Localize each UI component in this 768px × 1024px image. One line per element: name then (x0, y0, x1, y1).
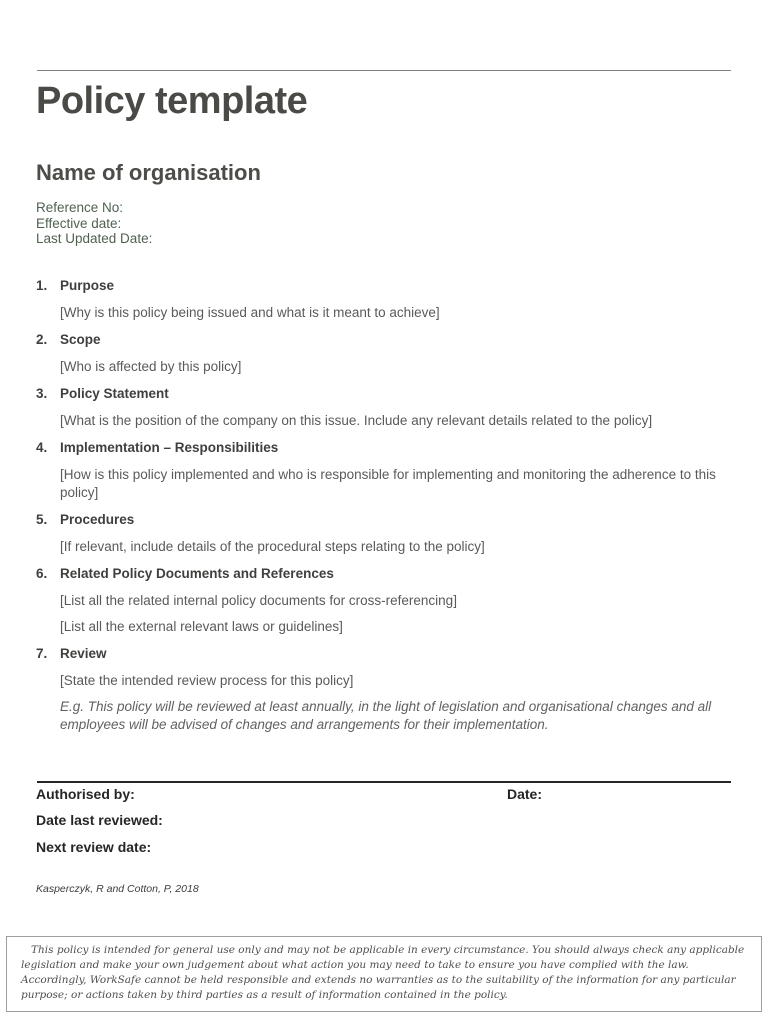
next-review-date-row (36, 839, 151, 855)
section-body (36, 358, 728, 376)
section-title: Policy Statement (60, 386, 169, 401)
section-heading-purpose (36, 278, 728, 294)
organisation-heading: Name of organisation (36, 160, 261, 185)
section-number: 5. (36, 512, 48, 527)
section-body (36, 412, 728, 430)
meta-block (36, 200, 152, 247)
section-body (36, 304, 728, 322)
section-body (36, 672, 728, 734)
date-label: Date: (507, 786, 543, 802)
section-paragraph: [List all the related internal policy documents for cross-referencing] (60, 593, 457, 608)
section-number: 4. (36, 440, 48, 455)
disclaimer-text: This policy is intended for general use only and may not be applicable in every circumstance. You should always check any applicable legislation and make your own judgement about what action you may need to take to ensure you have complied with the law. Accordingly, WorkSafe cannot be held responsible and extends no warranties as to the suitability of the information for any particular purpose; or actions taken by third parties as a result of information contained in the policy. (21, 944, 745, 1001)
header-divider (37, 70, 731, 71)
signature-divider (37, 781, 731, 783)
date-last-reviewed-row (36, 812, 163, 828)
last-updated-date-label: Last Updated Date: (36, 231, 153, 247)
section-paragraph: [Why is this policy being issued and what is it meant to achieve] (60, 305, 440, 320)
section-body (36, 466, 728, 502)
section-body (36, 538, 728, 556)
section-title: Scope (60, 332, 101, 347)
section-paragraph: [List all the external relevant laws or guidelines] (60, 619, 343, 634)
section-heading-policy-statement (36, 386, 728, 402)
section-number: 6. (36, 566, 48, 581)
effective-date-label: Effective date: (36, 215, 122, 231)
section-paragraph: [What is the position of the company on this issue. Include any relevant details related to the policy] (60, 413, 653, 428)
section-number: 7. (36, 646, 48, 661)
section-title: Implementation – Responsibilities (60, 440, 279, 455)
authorised-by-row (36, 786, 731, 802)
section-number: 1. (36, 278, 48, 293)
section-heading-implementation (36, 440, 728, 456)
section-paragraph: [State the intended review process for this policy] (60, 673, 354, 688)
authorised-by-label: Authorised by: (36, 786, 135, 802)
disclaimer-box (6, 936, 762, 1012)
section-title: Purpose (60, 278, 115, 293)
section-paragraph: [Who is affected by this policy] (60, 359, 242, 374)
section-heading-scope (36, 332, 728, 348)
section-heading-review (36, 646, 728, 662)
citation: Kasperczyk, R and Cotton, P, 2018 (36, 883, 199, 895)
section-paragraph: [If relevant, include details of the procedural steps relating to the policy] (60, 539, 485, 554)
section-number: 2. (36, 332, 48, 347)
section-title: Related Policy Documents and References (60, 566, 334, 581)
section-example-paragraph: E.g. This policy will be reviewed at least annually, in the light of legislation and organisational changes and all employees will be advised of changes and arrangements for their implementation. (60, 699, 712, 732)
section-body (36, 592, 728, 636)
section-title: Procedures (60, 512, 135, 527)
section-paragraph: [How is this policy implemented and who is responsible for implementing and monitoring the adherence to this policy] (60, 467, 716, 500)
next-review-date-label: Next review date: (36, 839, 152, 855)
section-heading-related-documents (36, 566, 728, 582)
section-heading-procedures (36, 512, 728, 528)
page-title: Policy template (36, 80, 308, 122)
numbered-sections (36, 272, 728, 734)
reference-no-label: Reference No: (36, 200, 124, 215)
date-last-reviewed-label: Date last reviewed: (36, 812, 163, 828)
section-number: 3. (36, 386, 48, 401)
section-title: Review (60, 646, 107, 661)
